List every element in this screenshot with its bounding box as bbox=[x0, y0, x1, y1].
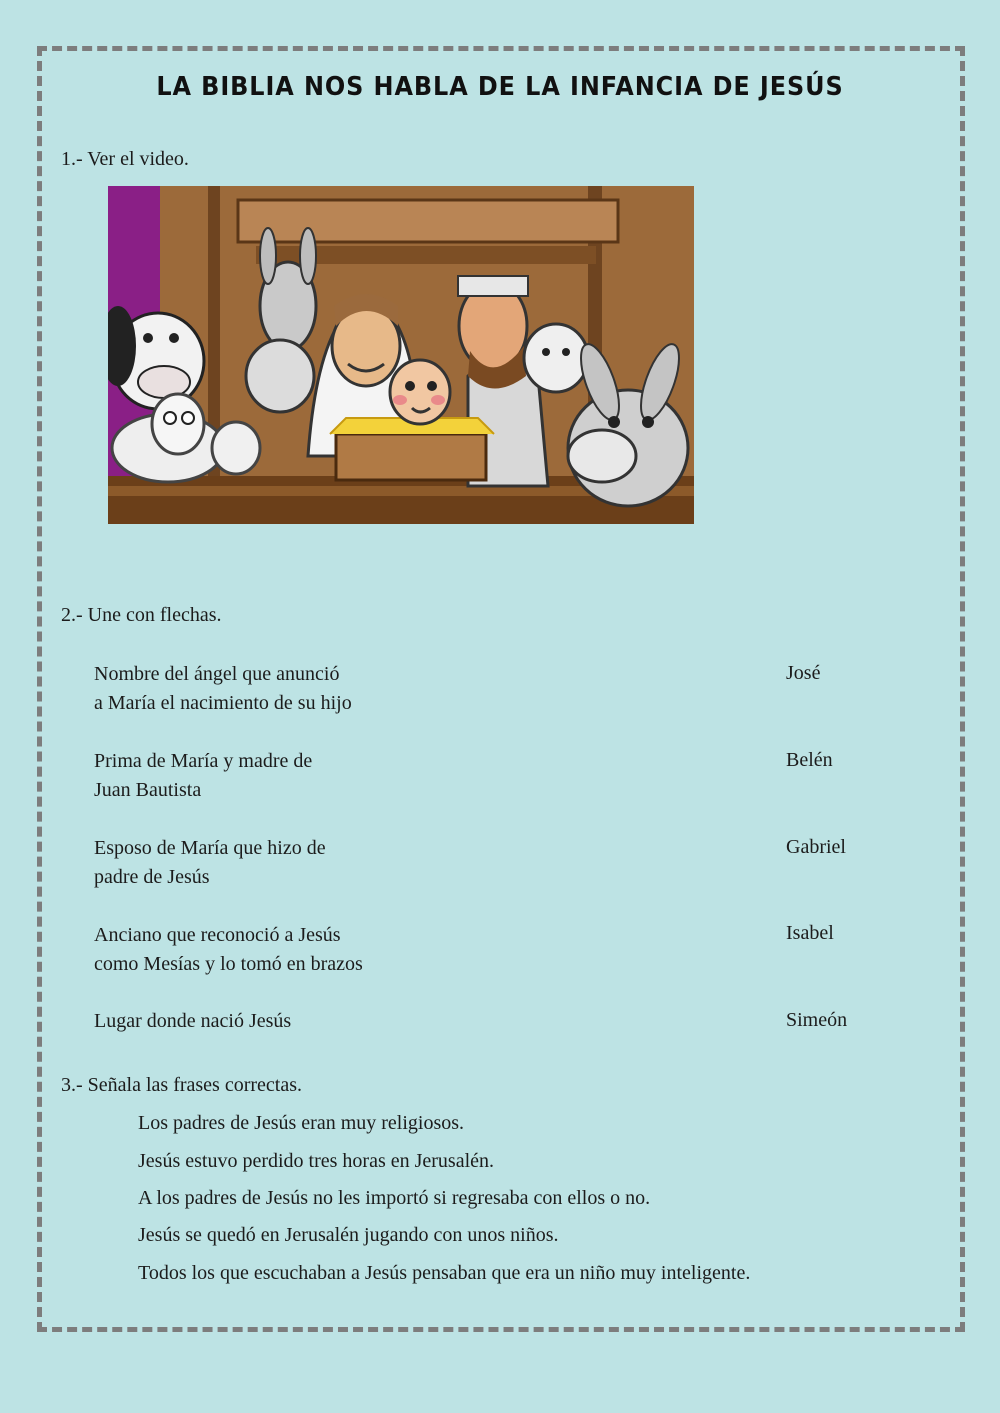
section1-heading: 1.- Ver el video. bbox=[61, 148, 189, 170]
video-thumbnail[interactable] bbox=[108, 186, 694, 524]
match-left-item-4[interactable] bbox=[94, 921, 363, 979]
statement-3[interactable]: A los padres de Jesús no les importó si regresaba con ellos o no. bbox=[138, 1187, 651, 1209]
match-left-text: a María el nacimiento de su hijo bbox=[94, 692, 352, 714]
page-title: LA BIBLIA NOS HABLA DE LA INFANCIA DE JESÚS bbox=[156, 72, 844, 102]
match-left-text: como Mesías y lo tomó en brazos bbox=[94, 953, 363, 975]
match-left-text: Prima de María y madre de bbox=[94, 750, 313, 772]
match-right-item-1[interactable]: José bbox=[786, 662, 821, 684]
match-right-item-5[interactable]: Simeón bbox=[786, 1009, 848, 1031]
match-right-item-3[interactable]: Gabriel bbox=[786, 836, 846, 858]
match-left-text: Nombre del ángel que anunció bbox=[94, 663, 340, 685]
match-right-item-2[interactable]: Belén bbox=[786, 749, 833, 771]
match-left-text: Anciano que reconoció a Jesús bbox=[94, 924, 341, 946]
match-left-text: padre de Jesús bbox=[94, 866, 210, 888]
statement-2[interactable]: Jesús estuvo perdido tres horas en Jerusalén. bbox=[138, 1150, 495, 1172]
match-left-item-5[interactable] bbox=[94, 1007, 291, 1036]
match-left-item-1[interactable] bbox=[94, 660, 352, 718]
statement-4[interactable]: Jesús se quedó en Jerusalén jugando con unos niños. bbox=[138, 1224, 559, 1246]
match-left-text: Esposo de María que hizo de bbox=[94, 837, 326, 859]
match-left-text: Lugar donde nació Jesús bbox=[94, 1010, 292, 1032]
statement-5[interactable]: Todos los que escuchaban a Jesús pensaban que era un niño muy inteligente. bbox=[138, 1262, 751, 1284]
section2-heading: 2.- Une con flechas. bbox=[61, 604, 222, 626]
match-right-item-4[interactable]: Isabel bbox=[786, 922, 834, 944]
statement-1[interactable]: Los padres de Jesús eran muy religiosos. bbox=[138, 1112, 465, 1134]
match-left-item-2[interactable] bbox=[94, 747, 312, 805]
section3-heading: 3.- Señala las frases correctas. bbox=[61, 1074, 302, 1096]
match-left-text: Juan Bautista bbox=[94, 779, 202, 801]
match-left-item-3[interactable] bbox=[94, 834, 326, 892]
